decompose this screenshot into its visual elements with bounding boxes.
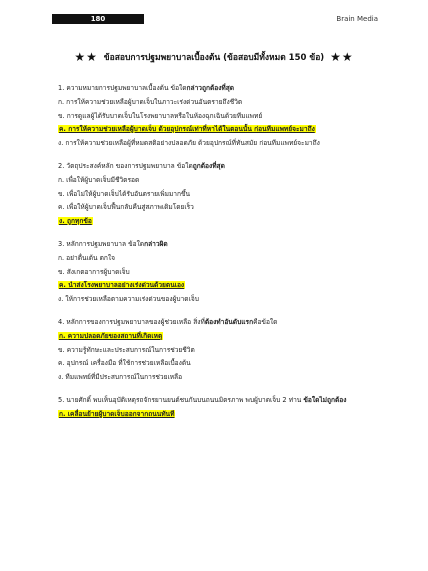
question-5 [58, 396, 378, 418]
option-d: ง. ทีมแพทย์ที่มีประสบการณ์ในการช่วยเหลือ [58, 372, 183, 381]
brand-name: Brain Media [336, 15, 378, 23]
option-c [58, 281, 378, 289]
document-title [0, 50, 428, 64]
page-number: 180 [90, 15, 106, 23]
star-icon-right: ★★ [330, 50, 354, 64]
option-b: ข. เพื่อไม่ให้ผู้บาดเจ็บได้รับอันตรายเพิ่มมากขึ้น [58, 189, 191, 198]
highlighted-answer: ก. เคลื่อนย้ายผู้บาดเจ็บออกจากถนนทันที [59, 410, 175, 418]
highlighted-answer: ก. ความปลอดภัยของสถานที่เกิดเหตุ [59, 332, 163, 340]
option-c: ค. อุปกรณ์ เครื่องมือ ที่ใช้การช่วยเหลือเบื้องต้น [58, 359, 191, 367]
star-icon-left: ★★ [74, 50, 98, 64]
highlighted-answer: ค. นำส่งโรงพยาบาลอย่างเร่งด่วนด้วยตนเอง [59, 281, 185, 289]
highlighted-answer: ง. ถูกทุกข้อ [59, 216, 92, 225]
option-a: ก. เพื่อให้ผู้บาดเจ็บมีชีวิตรอด [58, 176, 140, 184]
option-c: ค. เพื่อให้ผู้บาดเจ็บฟื้นกลับคืนสู่สภาพเดิมโดยเร็ว [58, 203, 194, 211]
option-a: ก. การให้ความช่วยเหลือผู้บาดเจ็บในภาวะเร่งด่วนอันตรายถึงชีวิต [58, 98, 243, 106]
option-a: ก. อย่าตื่นเต้น ตกใจ [58, 254, 115, 262]
question-list [58, 84, 378, 424]
question-4 [58, 318, 378, 381]
question-2 [58, 162, 378, 225]
option-d: ง. ให้การช่วยเหลือตามความเร่งด่วนของผู้บาดเจ็บ [58, 294, 199, 303]
option-a [58, 410, 378, 418]
question-stem: 2. วัตถุประสงค์หลัก ของการปฐมพยาบาล ข้อใดถูกต้องที่สุด [58, 162, 225, 170]
option-d: ง. การให้ความช่วยเหลือผู้ที่หมดสติอย่างปลอดภัย ด้วยอุปกรณ์ที่ทันสมัย ก่อนทีมแพทย์จะมาถึง [58, 138, 320, 147]
option-b: ข. สังเกตอาการผู้บาดเจ็บ [58, 267, 130, 276]
option-b: ข. ความรู้ทักษะและประสบการณ์ในการช่วยชีวิต [58, 345, 195, 354]
page-number-badge [52, 14, 144, 24]
option-d [58, 217, 378, 225]
option-a [58, 332, 378, 340]
question-stem: 5. นายศักดิ์ พบเห็นอุบัติเหตุรถจักรยานยนต์ชนกันบนถนนมิตรภาพ พบผู้บาดเจ็บ 2 ท่าน ข้อใดไม่ถูกต้อง [58, 396, 347, 404]
highlighted-answer: ค. การให้ความช่วยเหลือผู้บาดเจ็บ ด้วยอุปกรณ์เท่าที่หาได้ในตอนนั้น ก่อนทีมแพทย์จะมาถึง [59, 125, 315, 133]
option-c [58, 125, 378, 133]
question-3 [58, 240, 378, 303]
question-stem: 4. หลักการของการปฐมพยาบาลของผู้ช่วยเหลือ สิ่งที่ต้องทำอันดับแรกคือข้อใด [58, 318, 278, 326]
question-1 [58, 84, 378, 147]
option-b: ข. การดูแลผู้ได้รับบาดเจ็บในโรงพยาบาลหรือในห้องฉุกเฉินด้วยทีมแพทย์ [58, 111, 263, 120]
title-text: ข้อสอบการปฐมพยาบาลเบื้องต้น (ข้อสอบมีทั้งหมด 150 ข้อ) [103, 53, 325, 63]
question-stem: 1. ความหมายการปฐมพยาบาลเบื้องต้น ข้อใดกล่าวถูกต้องที่สุด [58, 84, 235, 92]
question-stem: 3. หลักการปฐมพยาบาล ข้อใดกล่าวผิด [58, 240, 168, 248]
